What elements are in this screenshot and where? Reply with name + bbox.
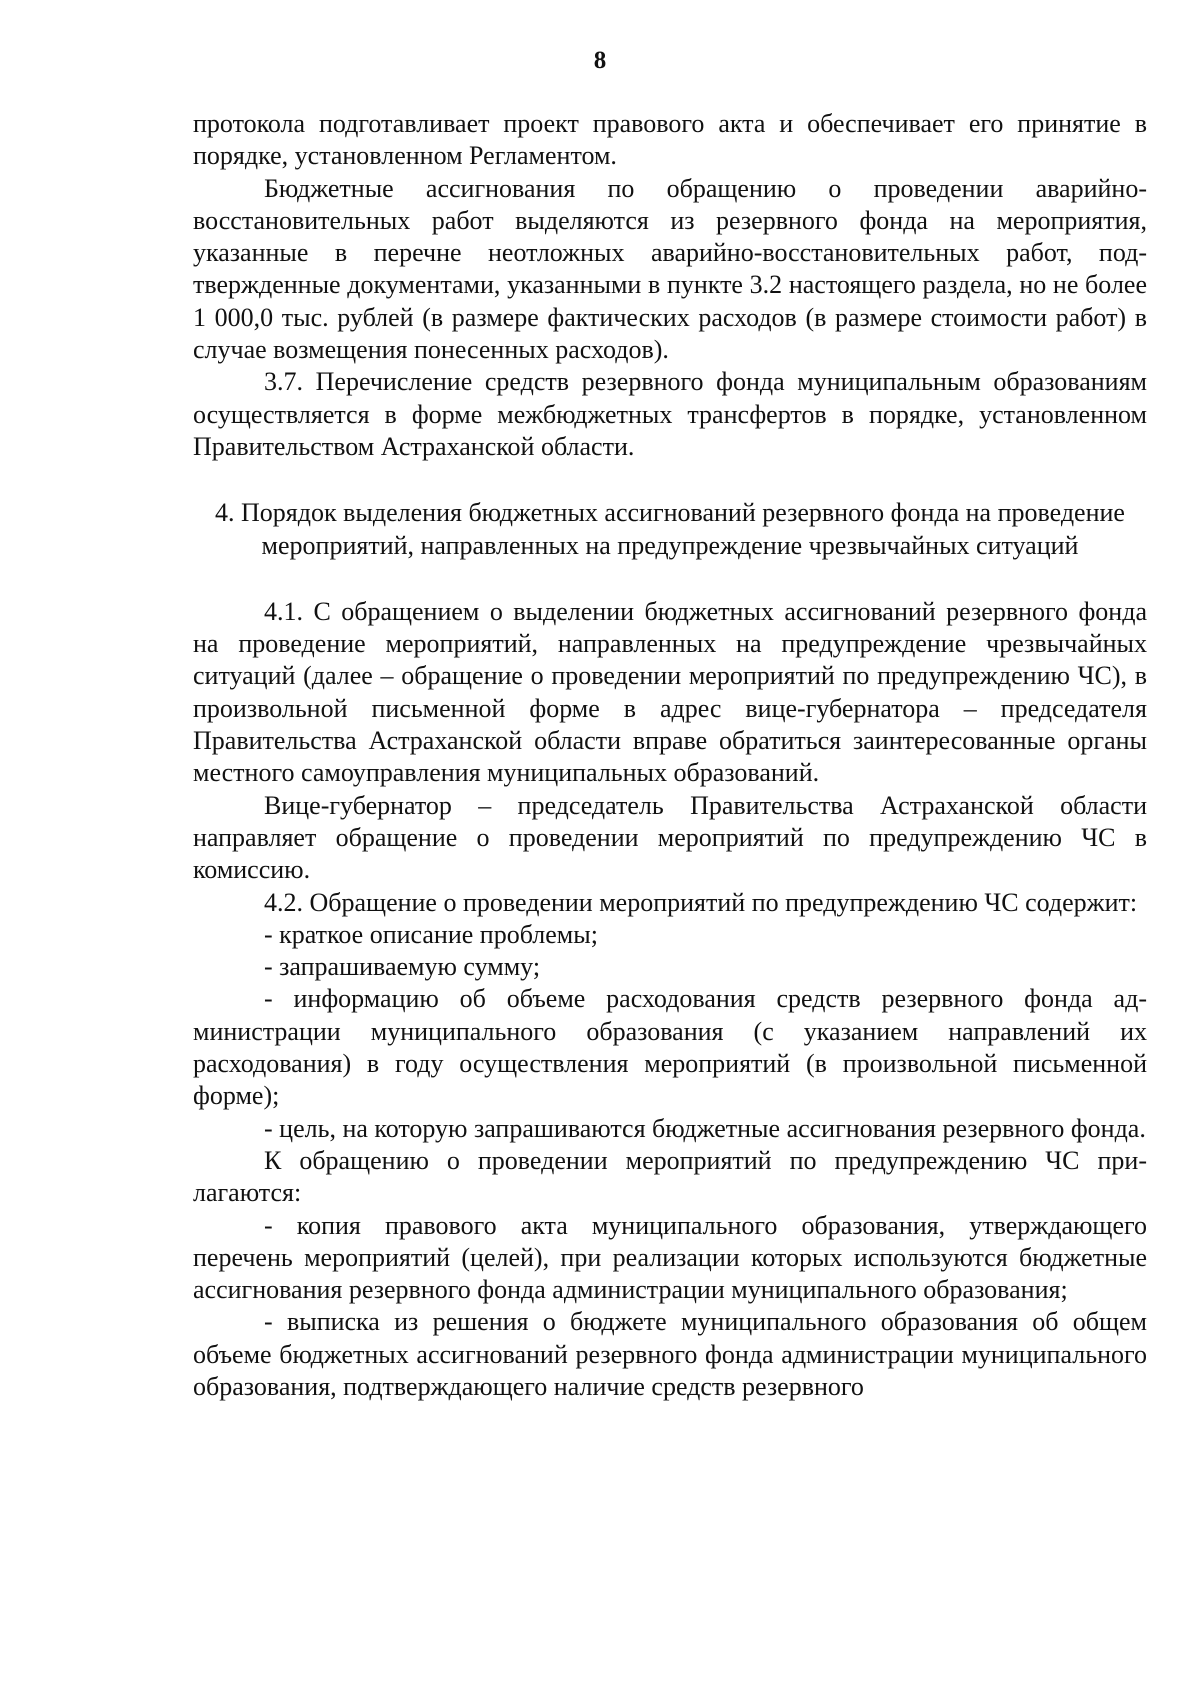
paragraph-budget-allocations: Бюджетные ассигнования по обращению о проведении аварийно-восстановительных работ выделяются из резервного фонда на мероприятия, указанные в перечне неотложных аварийно-восстановительных работ, подтвержденные документами, указанными в пункте 3.2 настоящего раздела, но не более 1 000,0 тыс. рублей (в размере фактических расходов (в размере стоимости работ) в случае возмещения понесенных расходов). bbox=[193, 173, 1147, 365]
list-item-budget-extract: - выписка из решения о бюджете муниципального образования об общем объеме бюджетных ассигнований резервного фонда администрации муниципального образования, подтверждающего наличие средств резервного bbox=[193, 1307, 1147, 1401]
list-item-expenditure-info: - информацию об объеме расходования средств резервного фонда администрации муниципального образования (с указанием направлений их расходования) в году осуществления мероприятий (в произвольной письменной форме); bbox=[193, 984, 1147, 1111]
list-item-problem-description: - краткое описание проблемы; bbox=[264, 919, 598, 949]
paragraph-attachments: К обращению о проведении мероприятий по предупреждению ЧС прилагаются: bbox=[193, 1145, 1147, 1208]
list-item-requested-amount: - запрашиваемую сумму; bbox=[264, 952, 541, 982]
paragraph-3-7: 3.7. Перечисление средств резервного фонда муниципальным образованиям осуществляется в форме межбюджетных трансфертов в порядке, установленном Правительством Астраханской области. bbox=[193, 367, 1147, 461]
list-item-legal-act-copy: - копия правового акта муниципального образования, утверждающего перечень мероприятий (целей), при реализации которых используются бюджетные ассигнования резервного фонда администрации муниципального образования; bbox=[193, 1210, 1147, 1305]
page-number: 8 bbox=[593, 47, 607, 74]
paragraph-4-2: 4.2. Обращение о проведении мероприятий по предупреждению ЧС содержит: bbox=[264, 887, 1138, 917]
document-body bbox=[193, 108, 1147, 1403]
paragraph-vice-governor: Вице-губернатор – председатель Правительства Астраханской области направляет обращение о проведении мероприятий по предупреждению ЧС в комиссию. bbox=[193, 790, 1147, 885]
section-heading-4: 4. Порядок выделения бюджетных ассигнований резервного фонда на проведение мероприятий, направленных на предупреждение чрезвычайных ситуаций bbox=[215, 498, 1125, 560]
list-item-purpose: - цель, на которую запрашиваются бюджетные ассигнования резервного фонда. bbox=[264, 1113, 1146, 1143]
paragraph-4-1: 4.1. С обращением о выделении бюджетных ассигнований резервного фонда на проведение мероприятий, направленных на предупреждение чрезвычайных ситуаций (далее – обращение о проведении мероприятий по предупреждению ЧС), в произвольной письменной форме в адрес вице-губернатора – председателя Правительства Астраханской области вправе обратиться заинтересованные органы местного самоуправления муниципальных образований. bbox=[193, 596, 1147, 788]
paragraph-continuation: протокола подготавливает проект правового акта и обеспечивает его принятие в порядке, установленном Регламентом. bbox=[193, 109, 1147, 171]
